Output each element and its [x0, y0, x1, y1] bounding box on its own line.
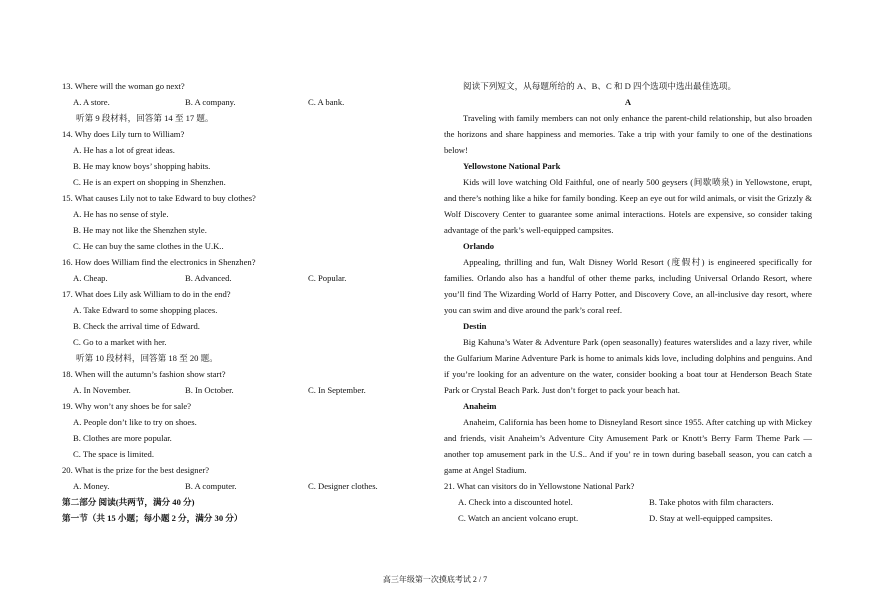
part-two-heading: 第二部分 阅读(共两节，满分 40 分): [62, 497, 195, 507]
option-b: B. Take photos with film characters.: [649, 497, 774, 507]
option-c: C. He is an expert on shopping in Shenzhen.: [73, 177, 226, 187]
option-b: B. Clothes are more popular.: [73, 433, 172, 443]
listening-note-10: 听第 10 段材料，回答第 18 至 20 题。: [76, 353, 218, 363]
question-18-options: [62, 382, 427, 398]
question-16: 16. How does William find the electronics in Shenzhen?: [62, 257, 256, 267]
option-b: B. He may know boys’ shopping habits.: [73, 161, 211, 171]
option-a: A. Take Edward to some shopping places.: [73, 305, 218, 315]
section-body-anaheim: Anaheim, California has been home to Disneyland Resort since 1955. After catching up with Mickey and friends, visit Anaheim’s Adventure City Amusement Park or Knott’s Berry Farm Theme Park — another top amusement park in the U.S.. And if you’ re in town during baseball season, you can catch a game at Angel Stadium.: [444, 417, 812, 475]
option-a: A. He has no sense of style.: [73, 209, 169, 219]
question-19: 19. Why won’t any shoes be for sale?: [62, 401, 192, 411]
question-21-options-row2: [444, 510, 812, 526]
option-c: C. Go to a market with her.: [73, 337, 167, 347]
option-c: C. Popular.: [308, 273, 347, 283]
question-21: 21. What can visitors do in Yellowstone National Park?: [444, 481, 635, 491]
option-b: B. Advanced.: [185, 273, 232, 283]
question-21-options-row1: [444, 494, 812, 510]
option-b: B. In October.: [185, 385, 234, 395]
option-a: A. A store.: [73, 97, 110, 107]
option-c: C. In September.: [308, 385, 366, 395]
section-one-heading: 第一节（共 15 小题；每小题 2 分，满分 30 分）: [62, 513, 243, 523]
option-a: A. He has a lot of great ideas.: [73, 145, 175, 155]
option-b: B. A computer.: [185, 481, 237, 491]
question-15: 15. What causes Lily not to take Edward to buy clothes?: [62, 193, 256, 203]
option-a: A. Cheap.: [73, 273, 108, 283]
option-a: A. Check into a discounted hotel.: [458, 497, 573, 507]
option-c: C. Designer clothes.: [308, 481, 378, 491]
option-a: A. Money.: [73, 481, 110, 491]
reading-instruction: 阅读下列短文，从每题所给的 A、B、C 和 D 四个选项中选出最佳选项。: [463, 81, 737, 91]
question-20: 20. What is the prize for the best designer?: [62, 465, 210, 475]
section-title-orlando: Orlando: [463, 241, 495, 251]
question-18: 18. When will the autumn’s fashion show start?: [62, 369, 226, 379]
section-title-anaheim: Anaheim: [463, 401, 497, 411]
question-14: 14. Why does Lily turn to William?: [62, 129, 185, 139]
option-c: C. Watch an ancient volcano erupt.: [458, 513, 579, 523]
option-a: A. In November.: [73, 385, 131, 395]
option-c: C. The space is limited.: [73, 449, 154, 459]
question-13-options: [62, 94, 427, 110]
option-b: B. He may not like the Shenzhen style.: [73, 225, 207, 235]
right-column: [444, 78, 812, 526]
option-c: C. A bank.: [308, 97, 345, 107]
option-c: C. He can buy the same clothes in the U.K..: [73, 241, 224, 251]
question-20-options: [62, 478, 427, 494]
section-body-orlando: Appealing, thrilling and fun, Walt Disney World Resort (度假村) is engineered specifically for families. Orlando also has a handful of other theme parks, including Universal Orlando Resort, where you’ll find The Wizarding World of Harry Potter, and Discovery Cove, an all-inclusive day resort, where you can swim and dive around the park’s coral reef.: [444, 257, 812, 315]
option-b: B. A company.: [185, 97, 236, 107]
option-d: D. Stay at well-equipped campsites.: [649, 513, 773, 523]
left-column: [62, 78, 427, 526]
listening-note-9: 听第 9 段材料，回答第 14 至 17 题。: [76, 113, 214, 123]
section-body-yellowstone: Kids will love watching Old Faithful, one of nearly 500 geysers (间歇喷泉) in Yellowstone, erupt, and there’s nothing like a hike for family bonding. Keep an eye out for wild animals, or visit the Grizzly & Wolf Discovery Center to guarantee some animal interactions. Hotels are expensive, so consider taking advantage of the park’s well-equipped campsites.: [444, 177, 812, 235]
page-footer: 高三年级第一次摸底考试 2 / 7: [382, 575, 488, 584]
question-13: 13. Where will the woman go next?: [62, 81, 185, 91]
question-16-options: [62, 270, 427, 286]
section-title-yellowstone: Yellowstone National Park: [463, 161, 561, 171]
section-title-destin: Destin: [463, 321, 487, 331]
passage-intro: Traveling with family members can not only enhance the parent-child relationship, but also broaden the horizons and share happiness and memories. Take a trip with your family to one of the destinations below!: [444, 113, 812, 155]
option-b: B. Check the arrival time of Edward.: [73, 321, 200, 331]
option-a: A. People don’t like to try on shoes.: [73, 417, 197, 427]
question-17: 17. What does Lily ask William to do in the end?: [62, 289, 231, 299]
section-body-destin: Big Kahuna’s Water & Adventure Park (open seasonally) features waterslides and a lazy river, while the Gulfarium Marine Adventure Park is home to animals kids love, including dolphins and penguins. And if you’re looking for an adventure on the water, consider booking a boat tour at Henderson Beach State Park or Crystal Beach Park. Just don’t forget to pack your beach hat.: [444, 337, 812, 395]
passage-label: A: [624, 97, 632, 107]
